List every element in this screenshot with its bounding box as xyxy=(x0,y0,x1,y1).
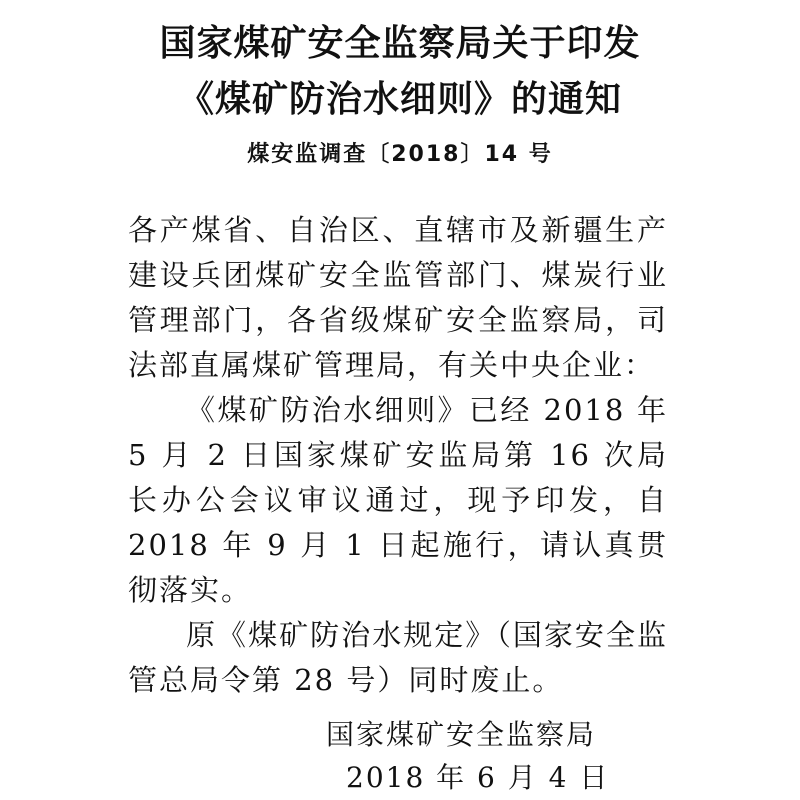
body-paragraph-2: 原《煤矿防治水规定》（国家安全监管总局令第 28 号）同时废止。 xyxy=(128,618,668,697)
signature-organization: 国家煤矿安全监察局 xyxy=(326,718,597,751)
signature-date: 2018 年 6 月 4 日 xyxy=(346,761,610,794)
notice-title-line-2: 《煤矿防治水细则》的通知 xyxy=(177,79,622,120)
document-number: 煤安监调查〔2018〕14 号 xyxy=(247,142,553,167)
body-paragraph-1: 《煤矿防治水细则》已经 2018 年 5 月 2 日国家煤矿安监局第 16 次局长办公会议审议通过，现予印发，自 2018 年 9 月 1 日起施行，请认真贯彻落实。 xyxy=(128,393,668,607)
addressee-paragraph: 各产煤省、自治区、直辖市及新疆生产建设兵团煤矿安全监管部门、煤炭行业管理部门，各省级煤矿安全监察局，司法部直属煤矿管理局，有关中央企业： xyxy=(128,213,668,382)
notice-body xyxy=(128,208,668,703)
notice-title-line-1: 国家煤矿安全监察局关于印发 xyxy=(159,23,641,64)
